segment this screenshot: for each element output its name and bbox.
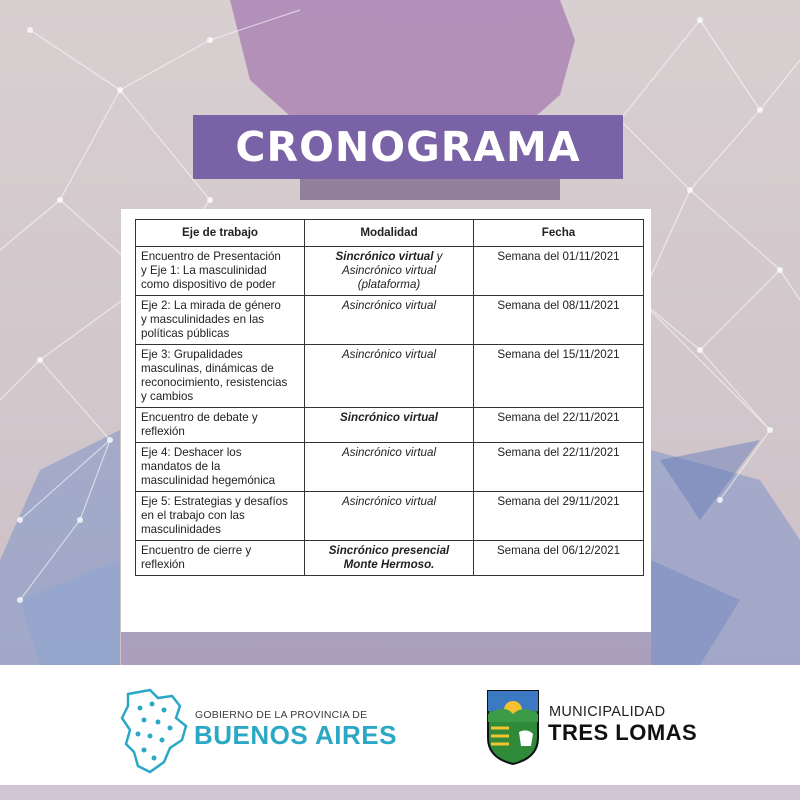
cell-modalidad (305, 408, 474, 443)
eje-line: como dispositivo de poder (141, 278, 276, 291)
table-row (136, 492, 644, 541)
modalidad-line: (plataforma) (357, 278, 421, 291)
eje-line: reflexión (141, 558, 185, 571)
cell-fecha: Semana del 08/11/2021 (474, 296, 644, 345)
eje-line: y masculinidades en las (141, 313, 265, 326)
eje-line: mandatos de la (141, 460, 221, 473)
cell-eje (136, 492, 305, 541)
cell-modalidad (305, 247, 474, 296)
eje-line: en el trabajo con las (141, 509, 245, 522)
ba-gov-label: GOBIERNO DE LA PROVINCIA DE (195, 709, 368, 721)
cell-fecha: Semana del 22/11/2021 (474, 443, 644, 492)
modalidad-bold: Sincrónico presencial (328, 544, 450, 557)
modalidad-line: Asincrónico virtual (341, 348, 437, 361)
eje-line: masculinidad hegemónica (141, 474, 276, 487)
modalidad-connector: y (433, 250, 443, 263)
cell-modalidad (305, 345, 474, 408)
schedule-card (121, 209, 651, 632)
eje-line: y Eje 1: La masculinidad (141, 264, 267, 277)
modalidad-bold: Monte Hermoso. (343, 558, 435, 571)
schedule-table (135, 219, 644, 576)
cell-eje (136, 541, 305, 576)
modalidad-primary (310, 544, 468, 572)
modalidad-line: Asincrónico virtual (341, 299, 437, 312)
modalidad-line: Asincrónico virtual (341, 446, 437, 459)
cell-fecha: Semana del 22/11/2021 (474, 408, 644, 443)
modalidad-bold: Sincrónico virtual (340, 411, 438, 424)
tres-lomas-name: TRES LOMAS (548, 720, 698, 745)
cell-eje (136, 408, 305, 443)
cell-fecha: Semana del 29/11/2021 (474, 492, 644, 541)
cell-modalidad (305, 541, 474, 576)
eje-line: Encuentro de debate y (141, 411, 258, 424)
header-eje: Eje de trabajo (136, 220, 305, 247)
table-row (136, 541, 644, 576)
table-row (136, 296, 644, 345)
buenos-aires-map-logo (120, 688, 190, 774)
cell-modalidad (305, 296, 474, 345)
eje-line: Encuentro de cierre y (141, 544, 252, 557)
modalidad-primary (310, 250, 468, 264)
eje-line: Encuentro de Presentación (141, 250, 281, 263)
header-modalidad: Modalidad (305, 220, 474, 247)
tres-lomas-shield-icon (485, 688, 541, 766)
eje-line: Eje 2: La mirada de género (141, 299, 281, 312)
eje-line: masculinas, dinámicas de (141, 362, 274, 375)
table-row (136, 408, 644, 443)
eje-line: políticas públicas (141, 327, 230, 340)
eje-line: Eje 4: Deshacer los (141, 446, 242, 459)
eje-line: Eje 3: Grupalidades (141, 348, 243, 361)
footer-strip (0, 785, 800, 800)
table-row (136, 345, 644, 408)
modalidad-line: Asincrónico virtual (341, 495, 437, 508)
cell-modalidad (305, 492, 474, 541)
eje-line: y cambios (141, 390, 194, 403)
page-title: CRONOGRAMA (235, 123, 581, 171)
modalidad-line: Asincrónico virtual (341, 264, 437, 277)
cell-fecha: Semana del 01/11/2021 (474, 247, 644, 296)
cell-eje (136, 443, 305, 492)
eje-line: masculinidades (141, 523, 221, 536)
ba-name: BUENOS AIRES (194, 720, 397, 750)
table-row (136, 247, 644, 296)
cell-modalidad (305, 443, 474, 492)
header-fecha: Fecha (474, 220, 644, 247)
title-banner (193, 115, 623, 179)
municipalidad-label: MUNICIPALIDAD (549, 704, 666, 720)
table-row (136, 443, 644, 492)
modalidad-primary (310, 411, 468, 425)
cell-eje (136, 247, 305, 296)
eje-line: Eje 5: Estrategias y desafíos (141, 495, 288, 508)
eje-line: reflexión (141, 425, 185, 438)
modalidad-bold: Sincrónico virtual (335, 250, 434, 263)
cell-eje (136, 296, 305, 345)
cell-fecha: Semana del 06/12/2021 (474, 541, 644, 576)
eje-line: reconocimiento, resistencias (141, 376, 288, 389)
cell-fecha: Semana del 15/11/2021 (474, 345, 644, 408)
cell-eje (136, 345, 305, 408)
table-header-row (136, 220, 644, 247)
